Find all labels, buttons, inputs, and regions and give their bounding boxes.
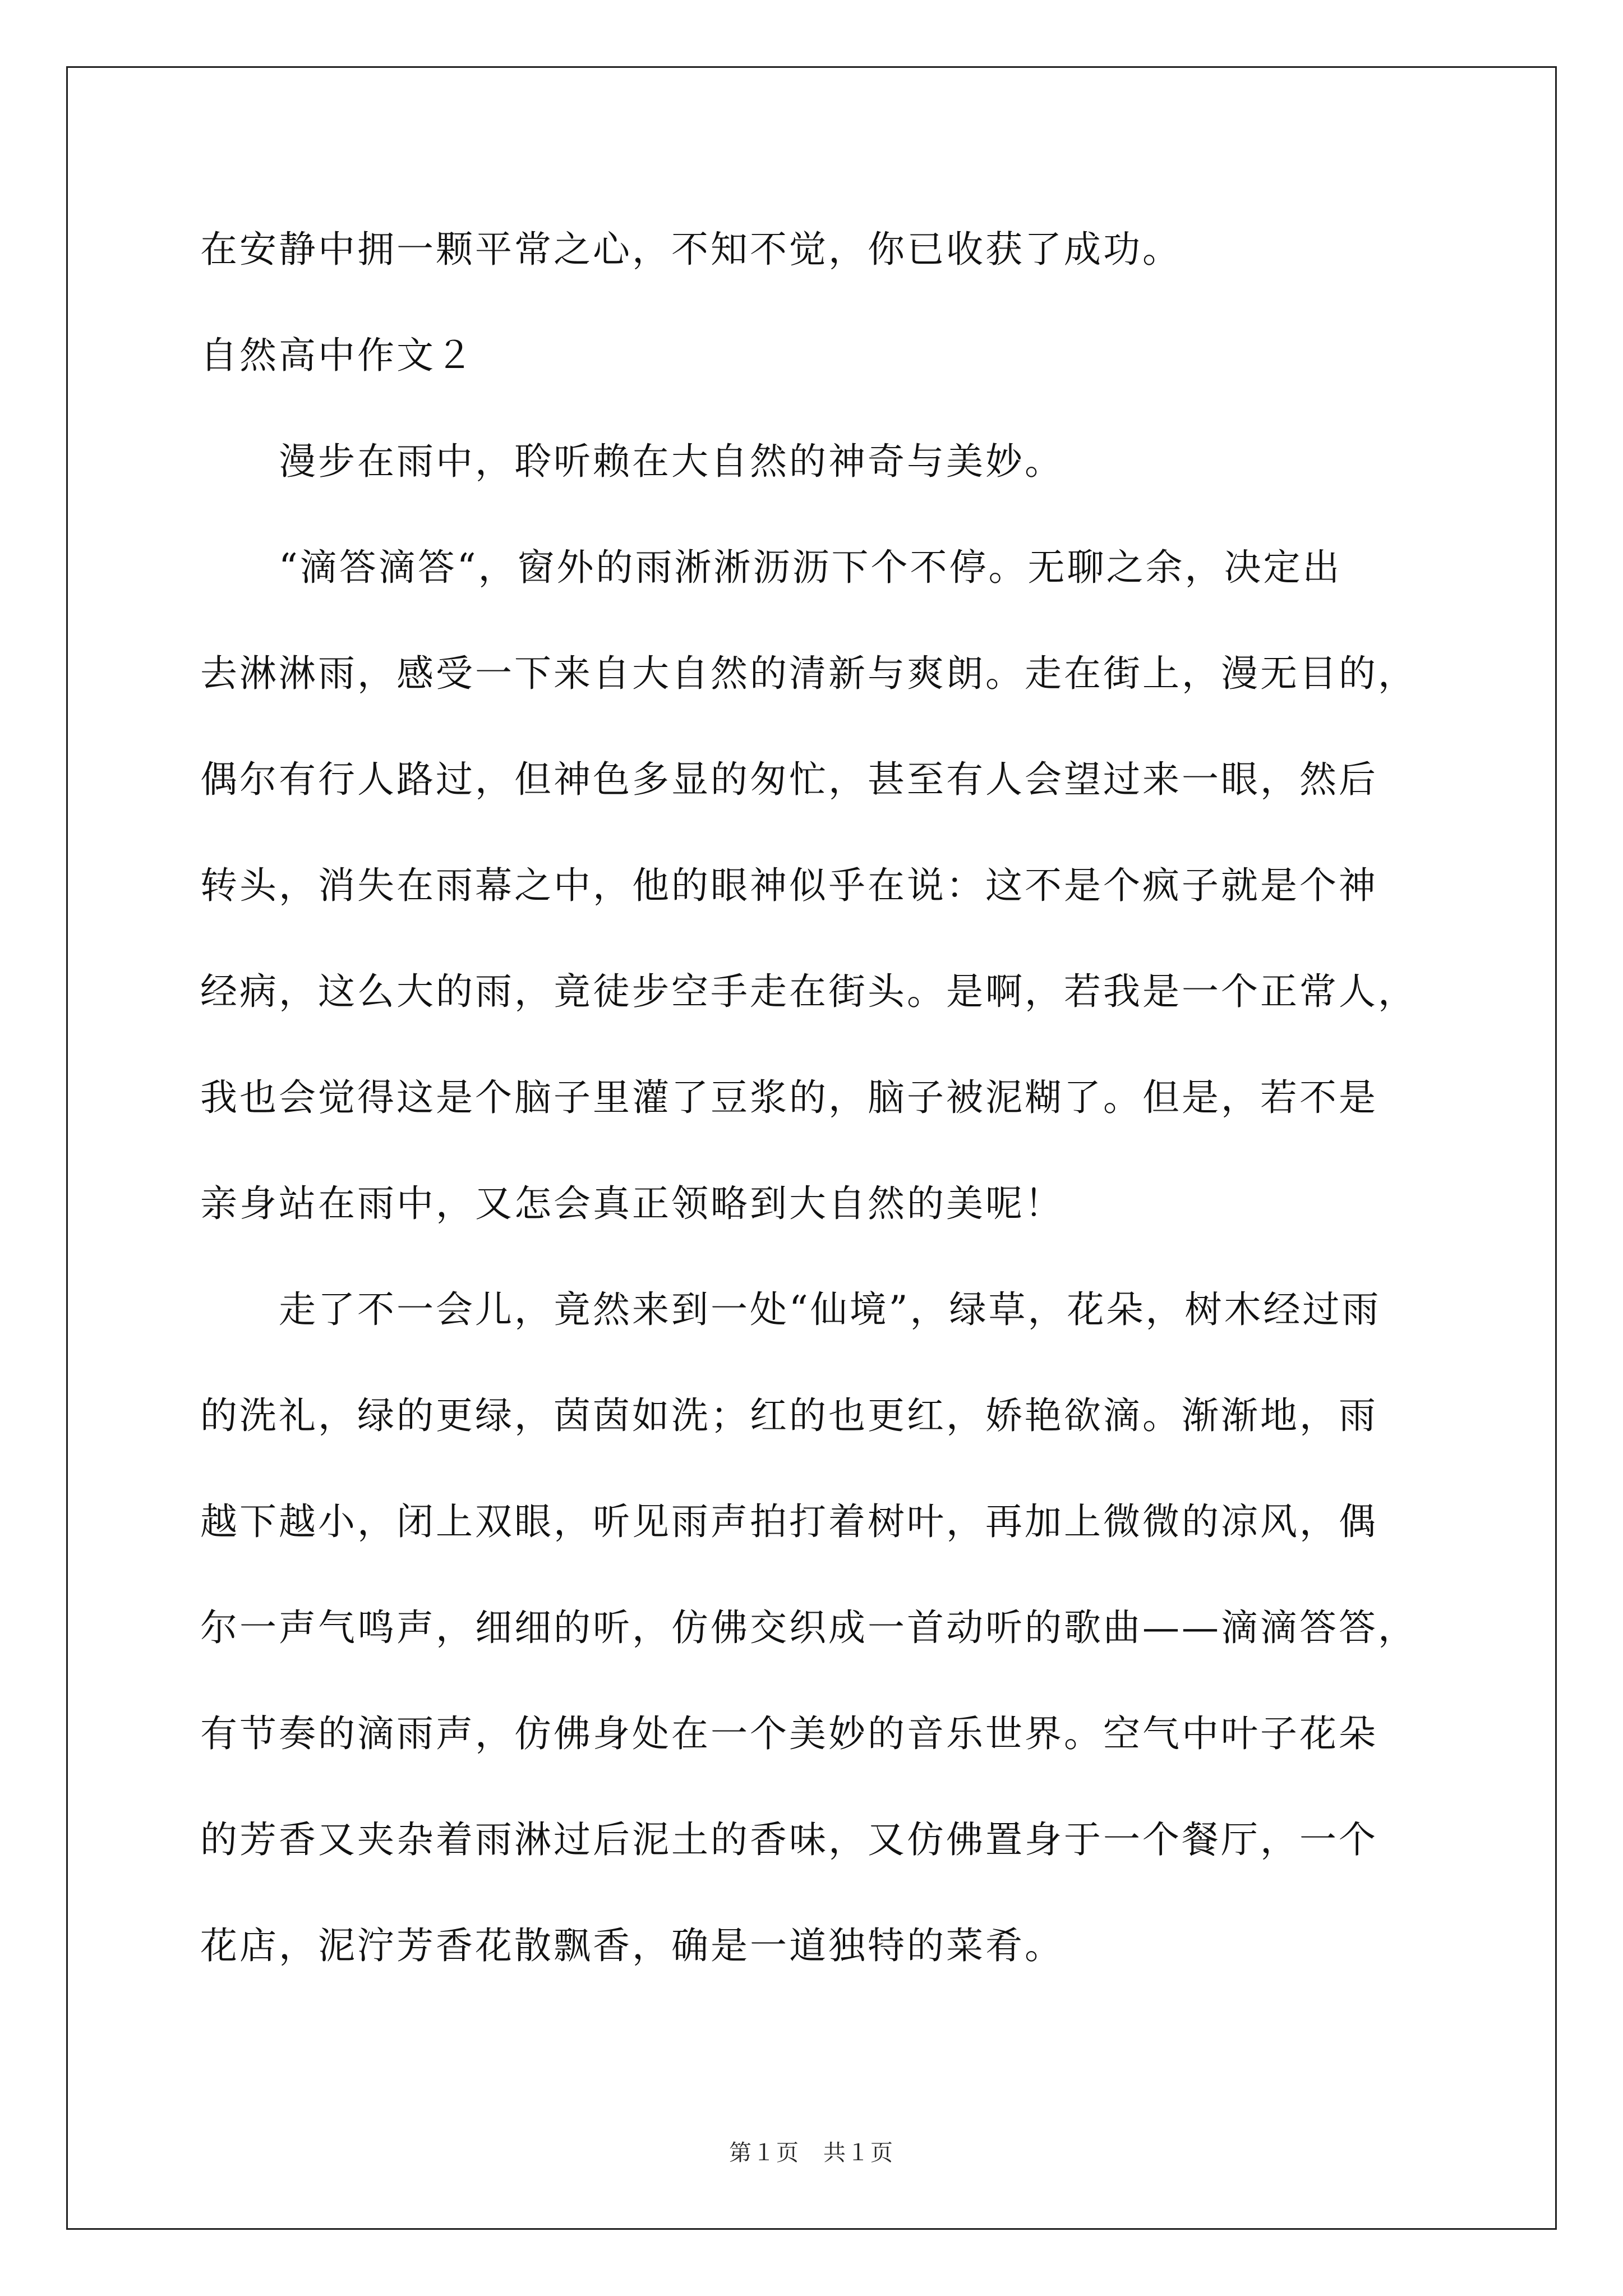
text-line: 越下越小，闭上双眼，听见雨声拍打着树叶，再加上微微的凉风，偶 — [200, 1500, 1378, 1543]
text-line: 转头，消失在雨幕之中，他的眼神似乎在说：这不是个疯子就是个神 — [200, 864, 1378, 907]
text-line: 偶尔有行人路过，但神色多显的匆忙，甚至有人会望过来一眼，然后 — [200, 758, 1378, 801]
document-body — [200, 222, 1434, 2024]
text-line: 经病，这么大的雨，竟徒步空手走在街头。是啊，若我是一个正常人， — [200, 970, 1417, 1013]
text-line: 的洗礼，绿的更绿，茵茵如洗；红的也更红，娇艳欲滴。渐渐地，雨 — [200, 1394, 1378, 1437]
page-footer: 第１页 共１页 — [729, 2140, 894, 2166]
text-line: 花店，泥泞芳香花散飘香，确是一道独特的菜肴。 — [200, 1924, 1064, 1967]
text-line: “滴答滴答“，窗外的雨淅淅沥沥下个不停。无聊之余，决定出 — [200, 546, 1342, 589]
text-line: 走了不一会儿，竟然来到一处“仙境”，绿草，花朵，树木经过雨 — [200, 1288, 1381, 1331]
text-line: 去淋淋雨，感受一下来自大自然的清新与爽朗。走在街上，漫无目的， — [200, 652, 1417, 695]
text-line: 亲身站在雨中，又怎会真正领略到大自然的美呢！ — [200, 1182, 1064, 1225]
text-line: 尔一声气鸣声，细细的听，仿佛交织成一首动听的歌曲——滴滴答答， — [200, 1606, 1417, 1649]
section-heading: 自然高中作文２ — [200, 334, 475, 377]
text-line: 有节奏的滴雨声，仿佛身处在一个美妙的音乐世界。空气中叶子花朵 — [200, 1712, 1378, 1755]
text-line: 在安静中拥一颗平常之心，不知不觉，你已收获了成功。 — [200, 228, 1182, 271]
text-line: 漫步在雨中，聆听赖在大自然的神奇与美妙。 — [200, 440, 1064, 483]
text-line: 的芳香又夹杂着雨淋过后泥土的香味，又仿佛置身于一个餐厅，一个 — [200, 1818, 1378, 1861]
text-line: 我也会觉得这是个脑子里灌了豆浆的，脑子被泥糊了。但是，若不是 — [200, 1076, 1378, 1119]
